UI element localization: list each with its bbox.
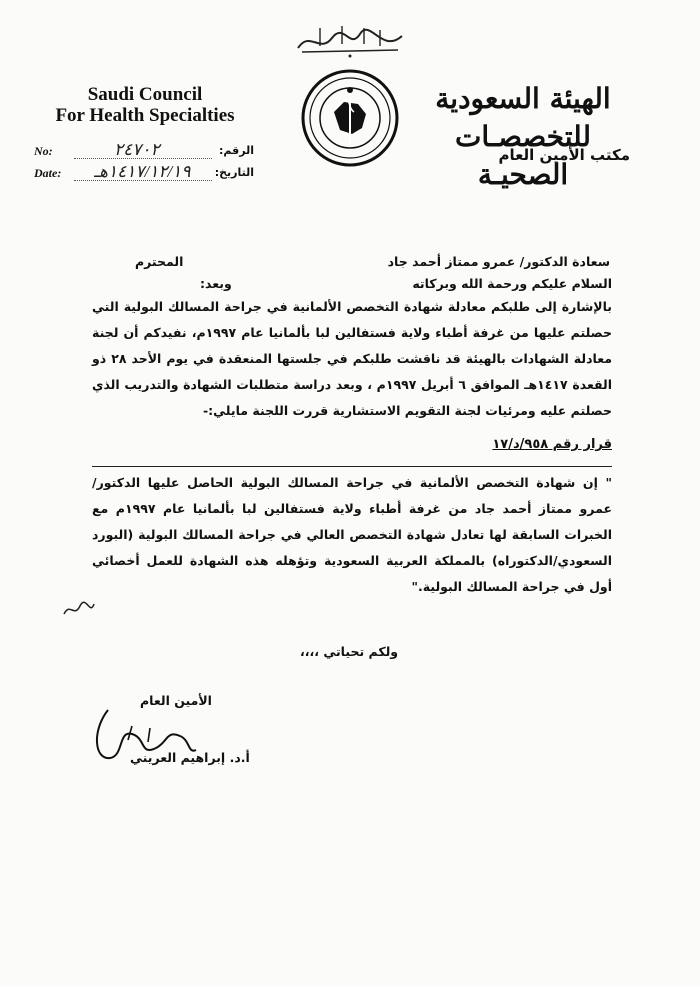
- signatory-title: الأمين العام: [140, 693, 212, 708]
- org-name-english: [40, 84, 250, 126]
- signatory-name: أ.د. إبراهيم العريني: [130, 750, 250, 765]
- dotted-line: [74, 180, 212, 181]
- basmala-calligraphy: [290, 20, 410, 60]
- dotted-line: [74, 158, 212, 159]
- handwritten-initials: [60, 598, 96, 620]
- no-label-ar: الرقم:: [219, 144, 254, 157]
- org-ar-line1: الهيئة السعودية: [435, 82, 611, 115]
- org-en-line1: Saudi Council: [87, 84, 203, 105]
- date-value: ١٤١٧/١٢/١٩هـ: [94, 162, 191, 181]
- after-greeting: وبعد:: [200, 276, 232, 291]
- office-name: مكتب الأمين العام: [498, 146, 630, 164]
- no-label-en: No:: [34, 144, 53, 158]
- reference-number-row: [34, 140, 254, 164]
- council-seal-logo: [300, 68, 400, 168]
- org-name-arabic: [408, 80, 638, 194]
- reference-number-value: ٢٤٧٠٢: [114, 140, 160, 159]
- date-row: [34, 162, 254, 186]
- org-en-line2: For Health Specialties: [55, 105, 235, 126]
- date-label-ar: التاريخ:: [214, 166, 254, 179]
- decision-number: قرار رقم ٩٥٨/د/١٧: [492, 437, 612, 452]
- closing: ولكم تحياتي ،،،،: [300, 644, 399, 659]
- recipient-line: سعادة الدكتور/ عمرو ممتاز أحمد جاد: [387, 254, 610, 269]
- paragraph-request: بالإشارة إلى طلبكم معادلة شهادة التخصص الألمانية في جراحة المسالك البولية التي حصلتم عليها من غرفة أطباء ولاية فستفالين لبا بألمانيا عام ١٩٩٧م، نفيدكم أن لجنة معادلة الشهادات بالهيئة قد ناقشت طلبكم في جلستها المنعقدة في يوم الأحد ٢٨ ذو القعدة ١٤١٧هـ الموافق ٦ أبريل ١٩٩٧م ، وبعد دراسة متطلبات الشهادة والتدريب الذي حصلتم عليه ومرئيات لجنة التقويم الاستشارية قررت اللجنة مايلي:-: [92, 299, 612, 418]
- greeting: السلام عليكم ورحمة الله وبركاته: [412, 276, 612, 291]
- org-ar-line2: للتخصصـات الصحيـة: [455, 120, 591, 191]
- decision-underline: [92, 466, 612, 467]
- date-label-en: Date:: [34, 166, 62, 180]
- paragraph-decision: " إن شهادة التخصص الألمانية في جراحة المسالك البولية الحاصل عليها الدكتور/ عمرو ممتاز أحمد جاد من غرفة أطباء ولاية فستفالين لبا بألمانيا عام ١٩٩٧م مع الخبرات السابقة لها تعادل شهادة التخصص العالي في جراحة المسالك البولية (البورد السعودي/الدكتوراه) بالمملكة العربية السعودية وتؤهله هذه الشهادة للعمل أخصائي أول في جراحة المسالك البولية.": [92, 475, 613, 594]
- honorific: المحترم: [135, 254, 184, 269]
